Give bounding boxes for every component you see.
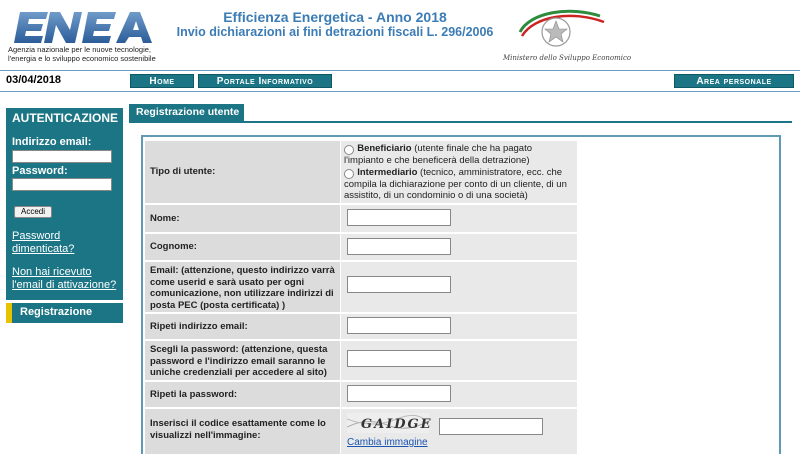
- name-cell: [340, 205, 577, 232]
- tab-divider: [129, 121, 792, 123]
- form-row-repeat-email: [145, 314, 577, 339]
- email-label-line-4: posta PEC (posta certificata) ): [150, 299, 286, 311]
- password-label: Password:: [12, 165, 68, 177]
- current-date: 03/04/2018: [6, 74, 62, 86]
- captcha-image: [347, 413, 433, 433]
- email-label: Indirizzo email:: [12, 136, 92, 148]
- password-field-label: [150, 344, 340, 379]
- repeat-password-cell: [340, 382, 577, 407]
- site-header: [0, 0, 800, 70]
- surname-cell: [340, 234, 577, 260]
- agency-line-2: l'energia e lo sviluppo economico sostenibile: [8, 54, 156, 63]
- agency-line-1: Agenzia nazionale per le nuove tecnologie,: [8, 45, 152, 54]
- forgot-password-line-1: Password: [12, 230, 61, 242]
- login-email-input[interactable]: [12, 150, 112, 163]
- intermediario-desc-2: compila la dichiarazione per conto di un cliente, di un: [344, 178, 567, 190]
- forgot-password-line-2: dimenticata?: [12, 243, 75, 255]
- repeat-email-input[interactable]: [347, 317, 451, 334]
- captcha-code: GAIDGE: [361, 417, 433, 432]
- captcha-field-label: [150, 418, 340, 441]
- password-label-line-2: password e l'indirizzo email saranno le: [150, 355, 326, 367]
- email-cell: [340, 262, 577, 312]
- intermediario-title: Intermediario: [357, 167, 418, 178]
- registrazione-label: Registrazione: [20, 306, 93, 318]
- sidebar-item-registrazione[interactable]: [6, 303, 123, 323]
- password-label-line-3: uniche credenziali per accedere al sito): [150, 367, 327, 378]
- password-cell: [340, 341, 577, 380]
- email-input[interactable]: [347, 276, 451, 293]
- forgot-password-link[interactable]: [12, 230, 124, 256]
- form-row-surname: [145, 234, 577, 260]
- beneficiario-option: [344, 143, 574, 166]
- surname-input[interactable]: [347, 238, 451, 255]
- repeat-password-input[interactable]: [347, 385, 451, 402]
- captcha-cell: [340, 409, 577, 454]
- user-type-label: Tipo di utente:: [150, 166, 216, 177]
- beneficiario-desc-2: l'impianto e che beneficerà della detrazione): [344, 154, 530, 166]
- activation-line-2: l'email di attivazione?: [12, 279, 117, 291]
- form-row-email: [145, 262, 577, 312]
- ministry-name: Ministero dello Sviluppo Economico: [503, 54, 632, 62]
- beneficiario-title: Beneficiario: [357, 143, 412, 154]
- user-type-options: [340, 141, 577, 203]
- repeat-email-cell: [340, 314, 577, 339]
- page-title: Efficienza Energetica - Anno 2018: [223, 9, 447, 25]
- captcha-label-line-1: Inserisci il codice esattamente come lo: [150, 418, 326, 429]
- captcha-input[interactable]: [439, 418, 543, 435]
- form-row-captcha: [145, 409, 577, 454]
- page-subtitle: Invio dichiarazioni ai fini detrazioni fiscali L. 296/2006: [176, 25, 494, 39]
- name-label: Nome:: [150, 213, 180, 224]
- password-label-line-1: Scegli la password: (attenzione, questa: [150, 344, 328, 355]
- tab-registrazione-utente[interactable]: Registrazione utente: [129, 104, 244, 121]
- auth-title: AUTENTICAZIONE: [12, 111, 118, 125]
- email-label-line-3: comunicazione, non utilizzare indirizzi di: [150, 288, 334, 299]
- login-button[interactable]: Accedi: [14, 206, 52, 218]
- name-input[interactable]: [347, 209, 451, 226]
- intermediario-option: [344, 167, 574, 202]
- change-image-link[interactable]: Cambia immagine: [347, 437, 428, 448]
- email-label-line-2: come userid e sarà usato per ogni: [150, 276, 305, 288]
- repeat-password-label: Ripeti la password:: [150, 389, 238, 400]
- surname-label: Cognome:: [150, 241, 197, 252]
- nav-portale-button[interactable]: Portale Informativo: [198, 74, 332, 88]
- activation-email-link[interactable]: [12, 266, 124, 292]
- nav-area-personale-button[interactable]: Area personale: [674, 74, 794, 88]
- intermediario-desc-3: assistito, di un condominio o di una società): [344, 190, 528, 201]
- repeat-email-label: Ripeti indirizzo email:: [150, 321, 248, 332]
- intermediario-desc-1: (tecnico, amministratore, ecc. che: [417, 167, 563, 178]
- form-row-name: [145, 205, 577, 232]
- activation-line-1: Non hai ricevuto: [12, 266, 92, 278]
- login-password-input[interactable]: [12, 178, 112, 191]
- beneficiario-desc-1: (utente finale che ha pagato: [411, 143, 533, 154]
- agency-description: [8, 45, 156, 63]
- captcha-label-line-2: visualizzi nell'immagine:: [150, 429, 261, 441]
- nav-bar: [0, 70, 800, 92]
- email-field-label: [150, 265, 340, 311]
- nav-home-button[interactable]: Home: [130, 74, 194, 88]
- form-row-password: [145, 341, 577, 380]
- password-input[interactable]: [347, 350, 451, 367]
- auth-sidebar: [6, 108, 123, 300]
- form-row-repeat-password: [145, 382, 577, 407]
- email-label-line-1: Email: (attenzione, questo indirizzo varrà: [150, 265, 335, 276]
- form-row-user-type: [145, 141, 577, 203]
